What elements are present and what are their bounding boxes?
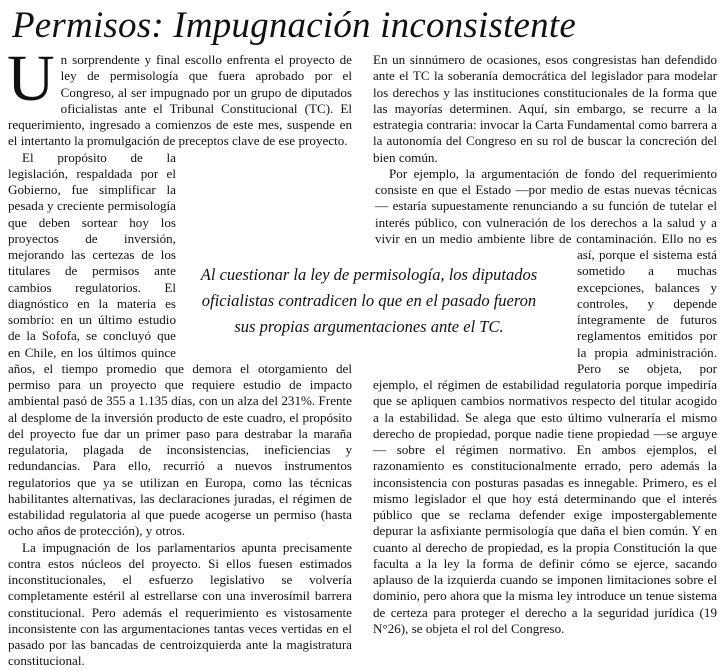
paragraph-2 bbox=[8, 150, 352, 540]
article-column-left bbox=[7, 42, 352, 670]
paragraph-4: En un sinnúmero de ocasiones, esos congresistas han defendido ante el TC la soberanía democrática del legislador para modelar los derechos y las instituciones constitucionales de la forma que las mayorías determinen. Aquí, sin embargo, se recurre a la estrategia contraria: invocar la Carta Fundamental como barrera a la autonomía del Congreso en su rol de buscar la concreción del bien común. bbox=[373, 52, 717, 165]
paragraph-5-text: Por ejemplo, la argumentación de fondo del requerimiento consiste en que el Estado —por medio de estas nuevas técnicas— estaría supuestamente renunciando a su función de tutelar el interés público, con vulneración de los derechos a la salud y a vivir en un medio ambiente libre de contaminación. Ello no es así, porque el sistema está sometido a muchas excepciones, balances y controles, y depende íntegramente de futuros reglamentos emitidos por la propia administración. Pero se objeta, por ejemplo, el régimen de estabilidad regulatoria porque impediría que se apliquen cambios normativos respecto del titular acogido a la estabilidad. Se alega que esto último vulneraría el mismo derecho de propiedad, porque nadie tiene propiedad —se arguye— sobre el régimen normativo. En ambos ejemplos, el razonamiento es constitucionalmente errado, pero además la inconsistencia con posturas pasadas es innegable. Primero, es el mismo legislador el que hoy está determinando que el interés público que se reclama defender exige impostergablemente depurar la asfixiante permisología que daña el bien común. Y en cuanto al derecho de propiedad, es la propia Constitución la que faculta a la ley la forma de definir cómo se ejerce, sacando aplauso de la izquierda cuando se imponen limitaciones sobre el dominio, pero ahora que la misma ley introduce un tenue sistema de certeza para proteger el derecho a la seguridad jurídica (19 N°26), se objeta el rol del Congreso. bbox=[373, 165, 717, 636]
paragraph-1-text: n sorprendente y final escollo enfrenta el proyecto de ley de permisología que fuera aprobado por el Congreso, al ser impugnado por un grupo de diputados oficialistas ante el Tribunal Constitucional (TC). El requerimiento, ingresado a comienzos de este mes, suspende en el intertanto la promulgación de preceptos clave de ese proyecto. bbox=[8, 52, 352, 149]
paragraph-5 bbox=[373, 166, 717, 637]
article-column-right bbox=[373, 52, 717, 637]
pull-quote: Al cuestionar la ley de permisología, los diputados oficialistas contradicen lo que en el pasado fueron sus propias argumentaciones ante el TC. bbox=[188, 262, 550, 340]
paragraph-1 bbox=[7, 42, 352, 150]
drop-cap: U bbox=[7, 42, 55, 115]
article-title: Permisos: Impugnación inconsistente bbox=[12, 5, 576, 46]
paragraph-3: La impugnación de los parlamentarios apunta precisamente contra estos núcleos del proyecto. Si ellos fuesen estimados inconstitucionales, el esfuerzo legislativo se volvería completamente estéril al estrellarse con una inverosímil barrera constitucional. Pero además el requerimiento es vistosamente inconsistente con las argumentaciones tantas veces vertidas en el pasado por las bancadas de centroizquierda ante la magistratura constitucional. bbox=[8, 539, 352, 669]
paragraph-2-text: El propósito de la legislación, respaldada por el Gobierno, fue simplificar la pesada y creciente permisología que deben sortear hoy los proyectos de inversión, mejorando las certezas de los titulares de permisos ante cambios regulatorios. El diagnóstico en la materia es sombrío: en un último estudio de la Sofofa, se concluyó que en Chile, en los últimos quince años, el tiempo promedio que demora el otorgamiento del permiso para un proyecto que requiere estudio de impacto ambiental pasó de 355 a 1.135 días, con un alza del 231%. Frente al desplome de la inversión producto de este cuadro, el propósito del proyecto fue dar un primer paso para destrabar la maraña regulatoria, plagada de inconsistencias, ineficiencias y redundancias. Para ello, recurrió a nuevos instrumentos regulatorios que ya se utilizan en Europa, como las técnicas habilitantes alternativas, las declaraciones juradas, el régimen de estabilidad regulatoria al que puede acogerse un permiso (hasta ocho años de protección), y otros. bbox=[8, 149, 352, 539]
